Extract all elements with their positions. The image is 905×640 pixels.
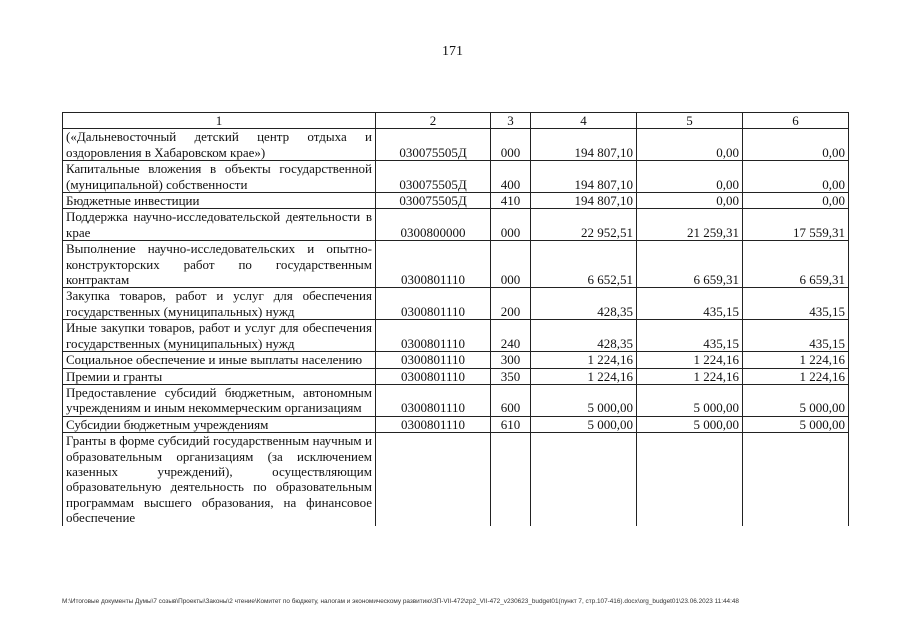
- row-name: Капитальные вложения в объекты государственной (муниципальной) собственности: [63, 161, 376, 193]
- row-value-col4: 194 807,10: [531, 161, 637, 193]
- row-value-col6: 0,00: [743, 161, 849, 193]
- row-value-col5: [637, 433, 743, 526]
- row-name: Закупка товаров, работ и услуг для обеспечения государственных (муниципальных) нужд: [63, 288, 376, 320]
- table-row: [63, 416, 849, 432]
- row-code: 0300801110: [376, 241, 491, 288]
- document-path-footer: M:\Итоговые документы Думы\7 созыв\Проекты\Законы\2 чтение\Комитет по бюджету, налогам и экономическому развитию\ЗП-VII-472\zp2_VII-472_v230623_budget01(пункт 7, стр.107-416).docx\org_budget01\23.06.2023 11:44:48: [62, 598, 739, 605]
- table-row: [63, 320, 849, 352]
- row-code: 0300800000: [376, 209, 491, 241]
- row-value-col4: 428,35: [531, 320, 637, 352]
- row-code: 0300801110: [376, 288, 491, 320]
- row-code: 0300801110: [376, 384, 491, 416]
- row-code: 0300801110: [376, 320, 491, 352]
- row-value-col5: 5 000,00: [637, 416, 743, 432]
- row-value-col5: 21 259,31: [637, 209, 743, 241]
- row-expense-type: 000: [491, 129, 531, 161]
- row-value-col5: 1 224,16: [637, 352, 743, 368]
- table-row: [63, 193, 849, 209]
- row-name: Премии и гранты: [63, 368, 376, 384]
- header-col-6: 6: [743, 113, 849, 129]
- header-col-2: 2: [376, 113, 491, 129]
- row-code: 0300801110: [376, 352, 491, 368]
- row-value-col4: 5 000,00: [531, 384, 637, 416]
- row-value-col4: 194 807,10: [531, 129, 637, 161]
- row-code: 0300801110: [376, 416, 491, 432]
- row-expense-type: 410: [491, 193, 531, 209]
- row-value-col4: 1 224,16: [531, 352, 637, 368]
- row-value-col6: 0,00: [743, 129, 849, 161]
- row-value-col5: 6 659,31: [637, 241, 743, 288]
- budget-table: [62, 112, 849, 526]
- row-expense-type: 300: [491, 352, 531, 368]
- table-row: [63, 352, 849, 368]
- table-row: [63, 288, 849, 320]
- row-value-col6: 5 000,00: [743, 416, 849, 432]
- row-value-col5: 0,00: [637, 193, 743, 209]
- row-name: Субсидии бюджетным учреждениям: [63, 416, 376, 432]
- row-value-col6: 5 000,00: [743, 384, 849, 416]
- row-value-col4: 22 952,51: [531, 209, 637, 241]
- row-value-col4: 6 652,51: [531, 241, 637, 288]
- row-expense-type: 610: [491, 416, 531, 432]
- table-row: [63, 368, 849, 384]
- header-col-5: 5: [637, 113, 743, 129]
- row-expense-type: 200: [491, 288, 531, 320]
- row-value-col4: 1 224,16: [531, 368, 637, 384]
- row-name: Гранты в форме субсидий государственным научным и образовательным организациям (за исключением казенных учреждений), осуществляющим образовательную деятельность по образовательным программам высшего образования, на финансовое обеспечение: [63, 433, 376, 526]
- row-value-col4: 428,35: [531, 288, 637, 320]
- header-col-4: 4: [531, 113, 637, 129]
- row-name: Бюджетные инвестиции: [63, 193, 376, 209]
- header-row: [63, 113, 849, 129]
- row-expense-type: 400: [491, 161, 531, 193]
- row-code: 0300801110: [376, 368, 491, 384]
- row-value-col5: 0,00: [637, 161, 743, 193]
- row-value-col6: 435,15: [743, 288, 849, 320]
- table-row: [63, 161, 849, 193]
- row-value-col5: 1 224,16: [637, 368, 743, 384]
- page-number: 171: [442, 44, 463, 59]
- row-name: Предоставление субсидий бюджетным, автономным учреждениям и иным некоммерческим организациям: [63, 384, 376, 416]
- row-value-col6: [743, 433, 849, 526]
- row-value-col5: 5 000,00: [637, 384, 743, 416]
- row-value-col5: 0,00: [637, 129, 743, 161]
- table-row: [63, 241, 849, 288]
- row-name: Социальное обеспечение и иные выплаты населению: [63, 352, 376, 368]
- row-name: («Дальневосточный детский центр отдыха и оздоровления в Хабаровском крае»): [63, 129, 376, 161]
- row-expense-type: 350: [491, 368, 531, 384]
- row-code: [376, 433, 491, 526]
- row-value-col4: 194 807,10: [531, 193, 637, 209]
- row-name: Выполнение научно-исследовательских и опытно-конструкторских работ по государственным контрактам: [63, 241, 376, 288]
- header-col-3: 3: [491, 113, 531, 129]
- table-row: [63, 129, 849, 161]
- row-code: 030075505Д: [376, 161, 491, 193]
- table-row: [63, 209, 849, 241]
- row-value-col6: 17 559,31: [743, 209, 849, 241]
- row-expense-type: [491, 433, 531, 526]
- row-value-col6: 435,15: [743, 320, 849, 352]
- row-value-col4: 5 000,00: [531, 416, 637, 432]
- row-value-col5: 435,15: [637, 320, 743, 352]
- row-name: Поддержка научно-исследовательской деятельности в крае: [63, 209, 376, 241]
- row-expense-type: 000: [491, 209, 531, 241]
- row-code: 030075505Д: [376, 193, 491, 209]
- row-value-col4: [531, 433, 637, 526]
- row-code: 030075505Д: [376, 129, 491, 161]
- row-expense-type: 000: [491, 241, 531, 288]
- row-name: Иные закупки товаров, работ и услуг для обеспечения государственных (муниципальных) нужд: [63, 320, 376, 352]
- row-value-col6: 1 224,16: [743, 352, 849, 368]
- header-col-1: 1: [63, 113, 376, 129]
- table-row: [63, 384, 849, 416]
- row-value-col6: 6 659,31: [743, 241, 849, 288]
- row-value-col6: 0,00: [743, 193, 849, 209]
- row-expense-type: 600: [491, 384, 531, 416]
- row-value-col5: 435,15: [637, 288, 743, 320]
- row-expense-type: 240: [491, 320, 531, 352]
- row-value-col6: 1 224,16: [743, 368, 849, 384]
- table-row: [63, 433, 849, 526]
